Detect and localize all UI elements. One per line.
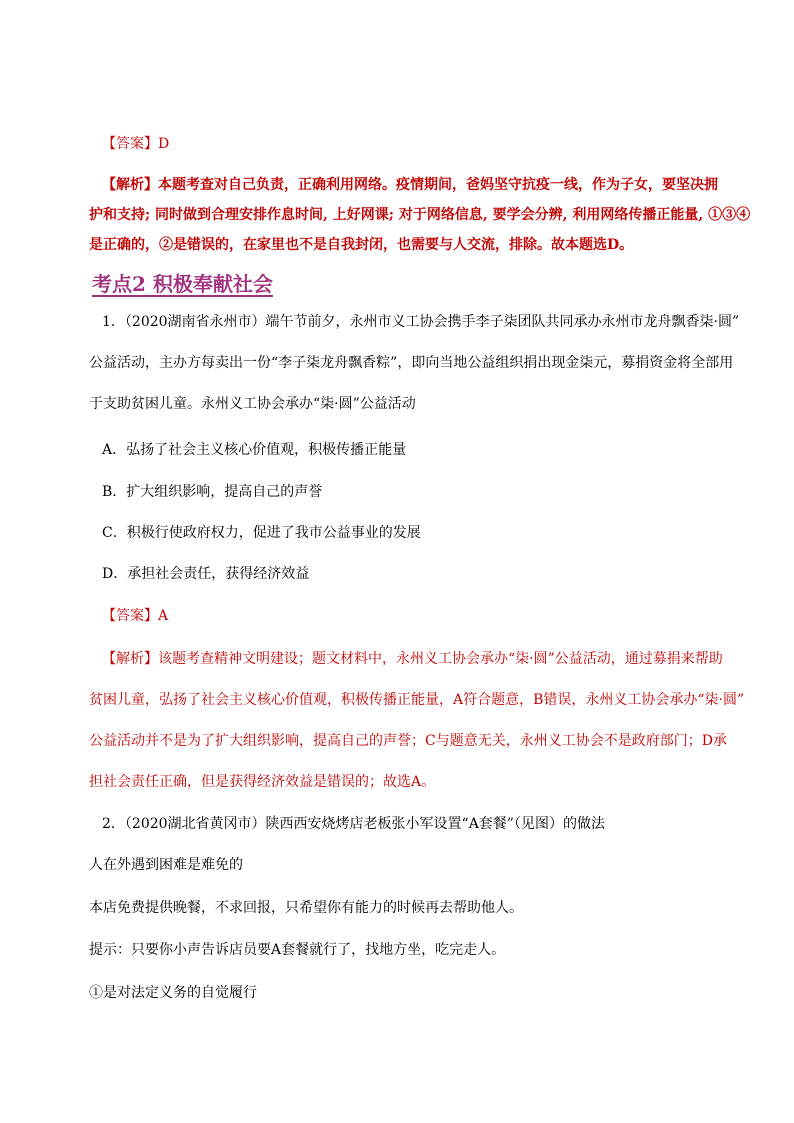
question-stem: 公益活动，主办方每卖出一份“李子柒龙舟飘香粽”，即向当地公益组织捐出现金柒元，募捐资金将全部用 — [89, 355, 734, 371]
analysis-line: 【解析】本题考查对自己负责，正确利用网络。疫情期间，爸妈坚守抗疫一线，作为子女，要坚决拥 — [102, 177, 718, 193]
option-d: D．承担社会责任，获得经济效益 — [102, 566, 310, 582]
option-c: C．积极行使政府权力，促进了我市公益事业的发展 — [102, 525, 421, 541]
question-stem: 于支助贫困儿童。永州义工协会承办“柒·圆”公益活动 — [89, 396, 416, 412]
analysis-line: 贫困儿童，弘扬了社会主义核心价值观，积极传播正能量，A符合题意，B错误，永州义工协会承办“柒·圆” — [89, 692, 745, 708]
analysis-line: 【解析】该题考查精神文明建设；题文材料中，永州义工协会承办“柒·圆”公益活动，通过募捐来帮助 — [102, 651, 723, 667]
analysis-line: 公益活动并不是为了扩大组织影响，提高自己的声誉；C与题意无关，永州义工协会不是政府部门；D承 — [89, 733, 727, 749]
notice-line: 本店免费提供晚餐，不求回报，只希望你有能力的时候再去帮助他人。 — [89, 900, 523, 916]
question-stem: 1．（2020湖南省永州市）端午节前夕，永州市义工协会携手李子柒团队共同承办永州市龙舟飘香柒·圆” — [102, 314, 740, 330]
answer-line: 【答案】A — [102, 608, 169, 624]
analysis-line: 护和支持; 同时做到合理安排作息时间, 上好网课; 对于网络信息, 要学会分辨, 利用网络传播正能量, ①③④ — [89, 207, 751, 223]
statement-1: ①是对法定义务的自觉履行 — [89, 985, 257, 1001]
option-a: A．弘扬了社会主义核心价值观，积极传播正能量 — [102, 442, 407, 458]
option-b: B．扩大组织影响，提高自己的声誉 — [102, 484, 323, 500]
question-stem: 2．（2020湖北省黄冈市）陕西西安烧烤店老板张小军设置“A套餐”（见图）的做法 — [102, 816, 605, 832]
analysis-line: 担社会责任正确，但是获得经济效益是错误的；故选A。 — [89, 774, 436, 790]
analysis-line: 是正确的，②是错误的，在家里也不是自我封闭，也需要与人交流，排除。故本题选D。 — [89, 237, 634, 253]
notice-line: 人在外遇到困难是难免的 — [89, 857, 243, 873]
section-heading: 考点2 积极奉献社会 — [92, 272, 273, 296]
notice-line: 提示：只要你小声告诉店员要A套餐就行了，找地方坐，吃完走人。 — [89, 942, 506, 958]
answer-line: 【答案】D — [102, 136, 170, 152]
